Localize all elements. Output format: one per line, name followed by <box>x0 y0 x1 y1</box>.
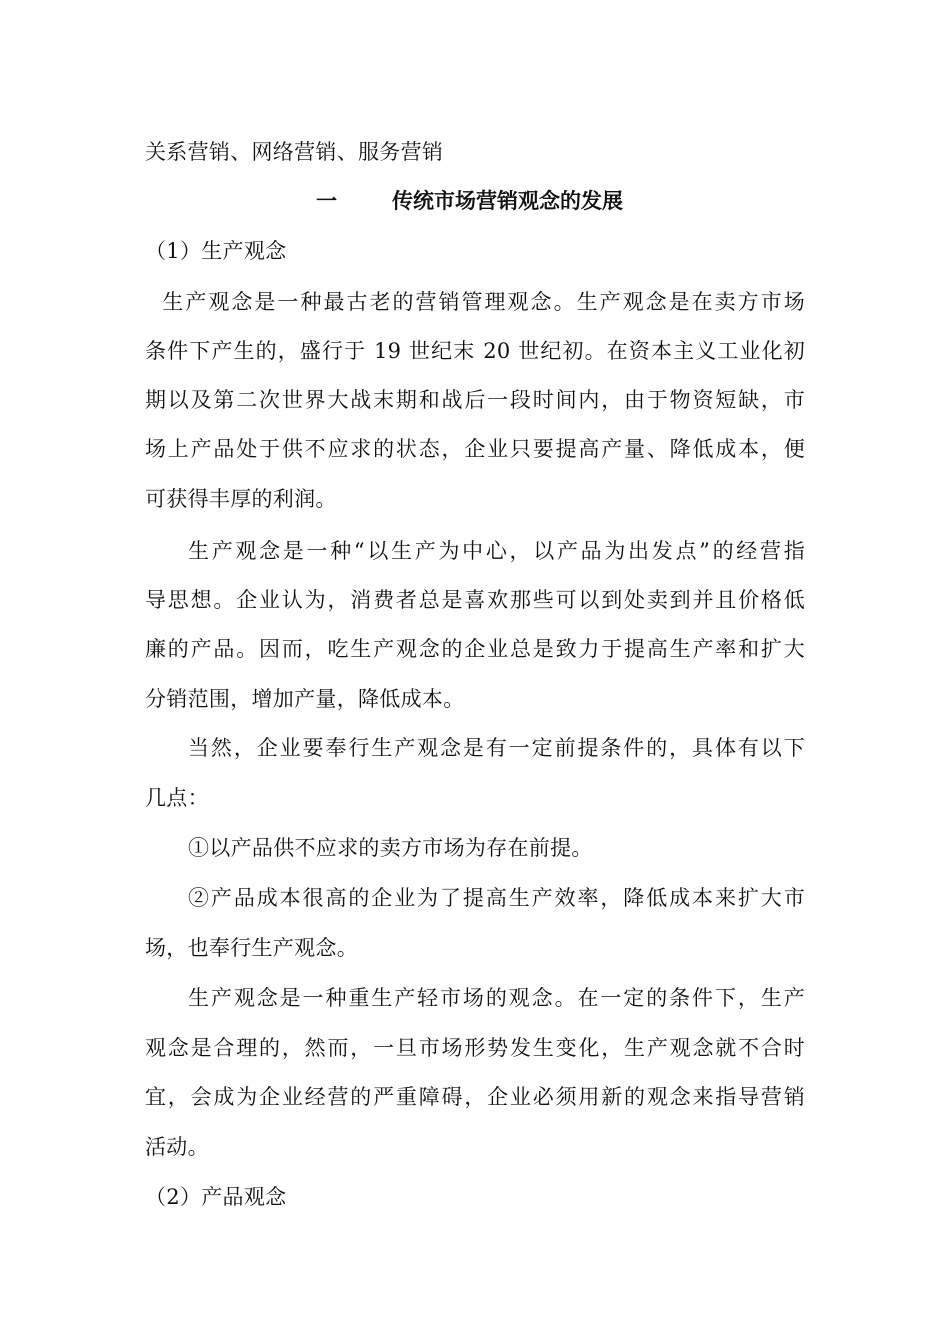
paragraph-1-line: 期以及第二次世界大战末期和战后一段时间内，由于物资短缺，市 <box>145 388 805 412</box>
paragraph-4-line: 观念是合理的，然而，一旦市场形势发生变化，生产观念就不合时 <box>145 1036 805 1060</box>
section-title: 传统市场营销观念的发展 <box>392 188 623 213</box>
paragraph-1-line: 可获得丰厚的利润。 <box>145 487 337 511</box>
paragraph-4-line: 生产观念是一种重生产轻市场的观念。在一定的条件下，生产 <box>188 986 805 1010</box>
subsection-heading-1: （1）生产观念 <box>145 239 287 263</box>
list-item-2-line: 场，也奉行生产观念。 <box>145 936 358 960</box>
intro-line: 关系营销、网络营销、服务营销 <box>145 140 444 164</box>
paragraph-2-line: 导思想。企业认为，消费者总是喜欢那些可以到处卖到并且价格低 <box>145 588 805 612</box>
paragraph-2-line: 分销范围，增加产量，降低成本。 <box>145 687 465 711</box>
subsection-heading-2: （2）产品观念 <box>145 1185 287 1209</box>
paragraph-1-line: 条件下产生的，盛行于 19 世纪末 20 世纪初。在资本主义工业化初 <box>145 339 805 363</box>
paragraph-4-line: 宜，会成为企业经营的严重障碍，企业必须用新的观念来指导营销 <box>145 1085 805 1109</box>
list-item-2-line: ②产品成本很高的企业为了提高生产效率，降低成本来扩大市 <box>188 886 805 910</box>
paragraph-4-line: 活动。 <box>145 1135 209 1159</box>
paragraph-3-line: 当然，企业要奉行生产观念是有一定前提条件的，具体有以下 <box>188 736 805 760</box>
list-item-1: ①以产品供不应求的卖方市场为存在前提。 <box>188 836 593 860</box>
paragraph-3-line: 几点： <box>145 786 209 810</box>
paragraph-2-line: 廉的产品。因而，吃生产观念的企业总是致力于提高生产率和扩大 <box>145 637 805 661</box>
section-number: 一 <box>316 188 337 213</box>
paragraph-2-line: 生产观念是一种“以生产为中心，以产品为出发点”的经营指 <box>188 539 805 563</box>
paragraph-1-line: 场上产品处于供不应求的状态，企业只要提高产量、降低成本，便 <box>145 437 805 461</box>
paragraph-1-line: 生产观念是一种最古老的营销管理观念。生产观念是在卖方市场 <box>145 290 805 314</box>
